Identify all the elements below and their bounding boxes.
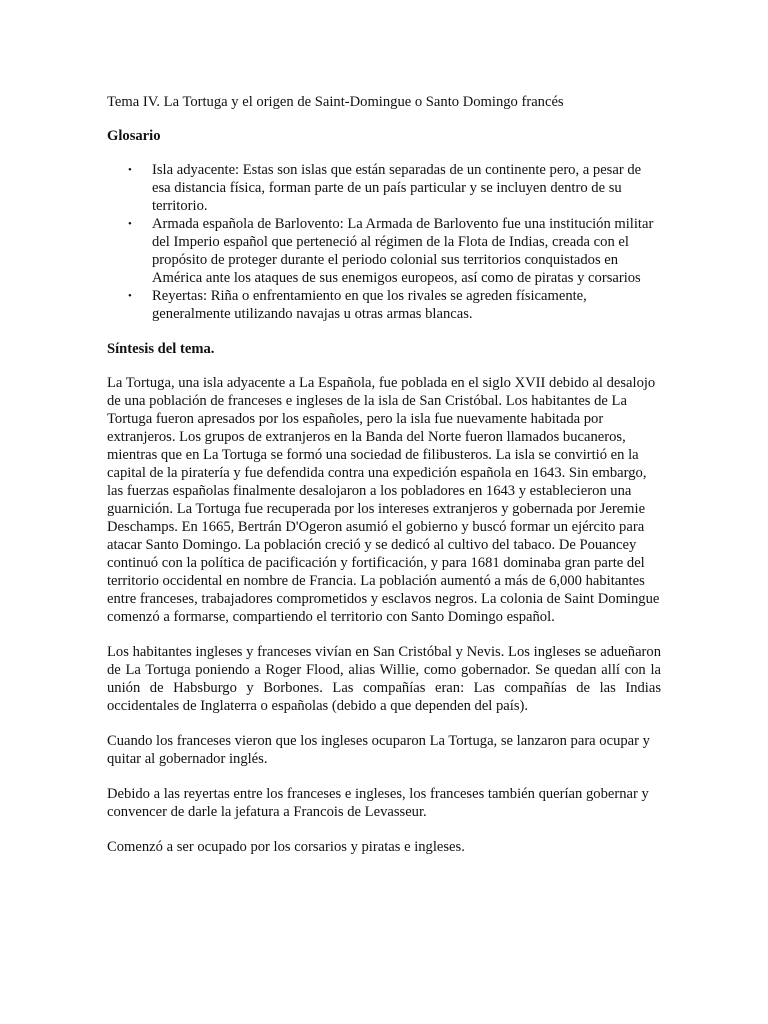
document-body: [107, 93, 661, 873]
body-paragraph: Los habitantes ingleses y franceses vivían en San Cristóbal y Nevis. Los ingleses se adueñaron de La Tortuga poniendo a Roger Flood, alias Willie, como gobernador. Se quedan allí con la unión de Habsburgo y Borbones. Las compañías eran: Las compañías de las Indias occidentales de Inglaterra o españolas (debido a que dependen del país).: [107, 644, 661, 714]
glossary-item: [107, 287, 661, 323]
body-paragraph: Comenzó a ser ocupado por los corsarios y piratas e ingleses.: [107, 839, 465, 855]
synthesis-heading: Síntesis del tema.: [107, 341, 215, 357]
bullet-icon: •: [128, 290, 132, 302]
body-paragraph: Cuando los franceses vieron que los ingleses ocuparon La Tortuga, se lanzaron para ocupar y quitar al gobernador inglés.: [107, 733, 650, 767]
glossary-item: [107, 161, 661, 215]
glossary-list: [107, 161, 661, 323]
bullet-icon: •: [128, 164, 132, 176]
glossary-heading: Glosario: [107, 128, 161, 144]
body-paragraph: La Tortuga, una isla adyacente a La Española, fue poblada en el siglo XVII debido al desalojo de una población de franceses e ingleses de la isla de San Cristóbal. Los habitantes de La Tortuga fueron apresados por los españoles, pero la isla fue nuevamente habitada por extranjeros. Los grupos de extranjeros en la Banda del Norte fueron llamados bucaneros, mientras que en La Tortuga se formó una sociedad de filibusteros. La isla se convirtió en la capital de la piratería y fue defendida contra una expedición española en 1643. Sin embargo, las fuerzas españolas finalmente desalojaron a los pobladores en 1643 y establecieron una guarnición. La Tortuga fue recuperada por los intereses extranjeros y gobernada por Jeremie Deschamps. En 1665, Bertrán D'Ogeron asumió el gobierno y buscó formar un ejército para atacar Santo Domingo. La población creció y se dedicó al cultivo del tabaco. De Pouancey continuó con la política de pacificación y fortificación, y para 1681 dominaba gran parte del territorio occidental en nombre de Francia. La población aumentó a más de 6,000 habitantes entre franceses, trabajadores comprometidos y esclavos negros. La colonia de Saint Domingue comenzó a formarse, compartiendo el territorio con Santo Domingo español.: [107, 375, 660, 625]
glossary-item-text: Isla adyacente: Estas son islas que están separadas de un continente pero, a pesar de esa distancia física, forman parte de un país particular y se incluyen dentro de su territorio.: [152, 162, 642, 214]
bullet-icon: •: [128, 218, 132, 230]
glossary-item: [107, 215, 661, 287]
body-paragraph: Debido a las reyertas entre los franceses e ingleses, los franceses también querían gobernar y convencer de darle la jefatura a Francois de Levasseur.: [107, 786, 649, 820]
glossary-item-text: Armada española de Barlovento: La Armada de Barlovento fue una institución militar del Imperio español que perteneció al régimen de la Flota de Indias, creada con el propósito de proteger durante el periodo colonial sus territorios conquistados en América ante los ataques de sus enemigos europeos, así como de piratas y corsarios: [152, 216, 654, 286]
glossary-item-text: Reyertas: Riña o enfrentamiento en que los rivales se agreden físicamente, generalmente utilizando navajas u otras armas blancas.: [152, 288, 587, 322]
document-title: Tema IV. La Tortuga y el origen de Saint-Domingue o Santo Domingo francés: [107, 94, 564, 110]
